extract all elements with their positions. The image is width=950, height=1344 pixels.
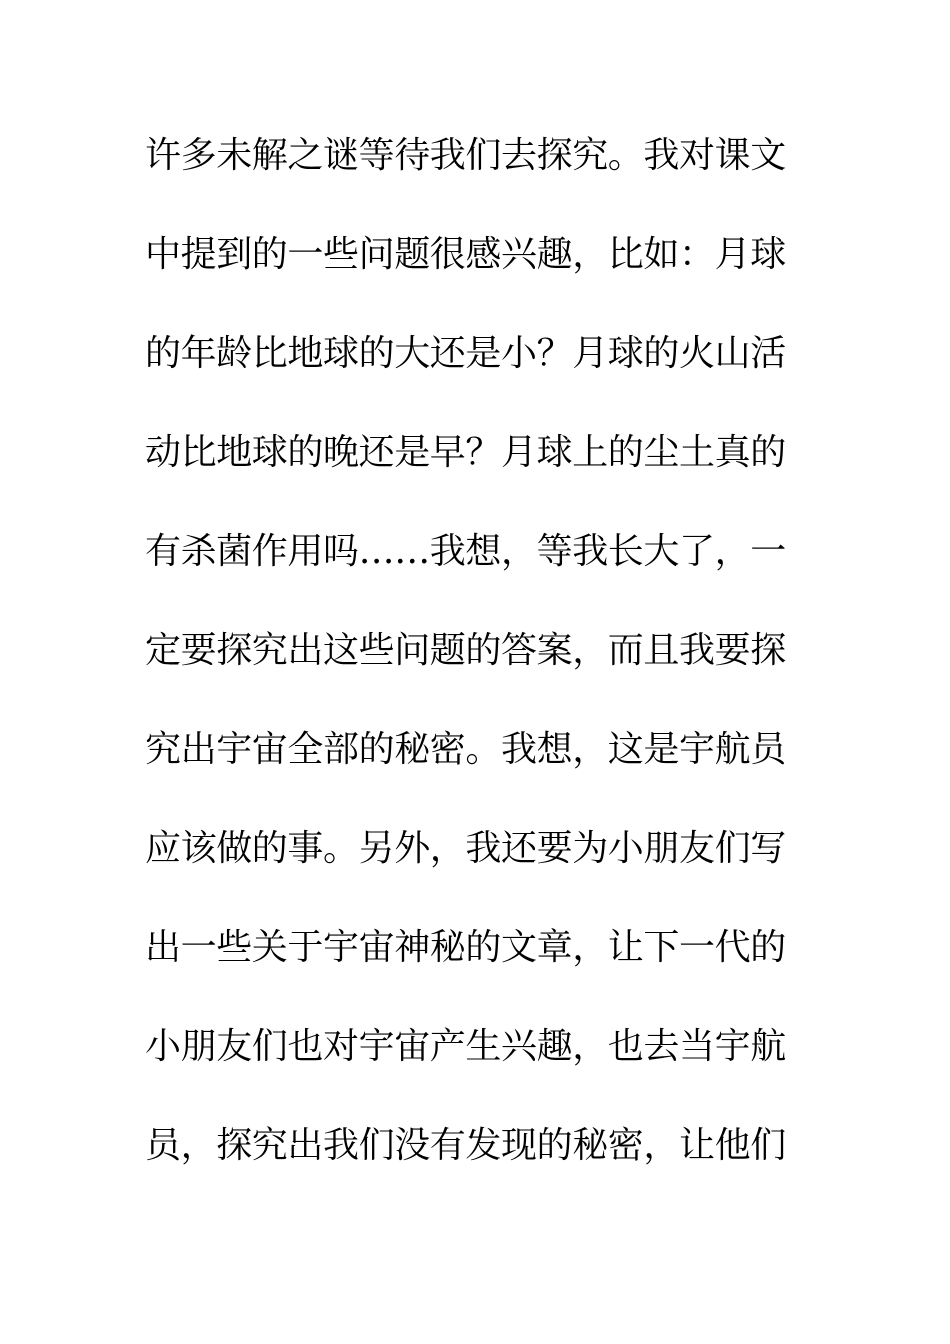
text-line-4: 动比地球的晚还是早？月球上的尘土真的 [145, 432, 786, 473]
text-line-7: 究出宇宙全部的秘密。我想，这是宇航员 [145, 729, 786, 770]
text-line-9: 出一些关于宇宙神秘的文章，让下一代的 [145, 927, 786, 968]
text-line-1: 许多未解之谜等待我们去探究。我对课文 [145, 135, 786, 176]
text-line-10: 小朋友们也对宇宙产生兴趣，也去当宇航 [145, 1026, 786, 1067]
text-line-11: 员，探究出我们没有发现的秘密，让他们 [145, 1125, 786, 1166]
text-line-8: 应该做的事。另外，我还要为小朋友们写 [145, 828, 786, 869]
text-line-6: 定要探究出这些问题的答案，而且我要探 [145, 630, 786, 671]
text-line-3: 的年龄比地球的大还是小？月球的火山活 [145, 333, 786, 374]
text-line-2: 中提到的一些问题很感兴趣，比如：月球 [145, 234, 786, 275]
text-line-5: 有杀菌作用吗……我想，等我长大了，一 [145, 531, 786, 572]
body-paragraph [145, 126, 805, 1215]
